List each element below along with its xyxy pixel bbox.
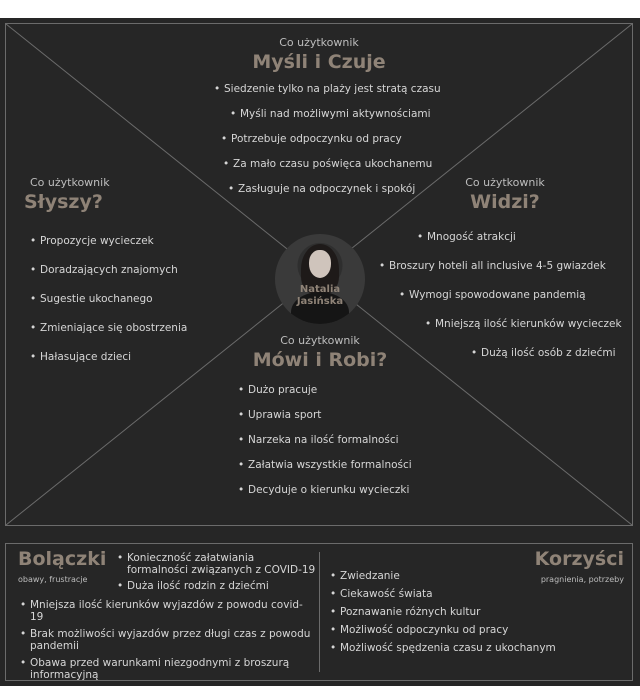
gains-list bbox=[330, 570, 620, 660]
list-item: • Propozycje wycieczek bbox=[30, 235, 187, 247]
list-item: • Uprawia sport bbox=[238, 409, 412, 421]
hears-title: Słyszy? bbox=[24, 191, 103, 213]
list-item: • Dużo pracuje bbox=[238, 384, 412, 396]
says-list bbox=[238, 384, 412, 496]
list-item: • Poznawanie różnych kultur bbox=[330, 606, 620, 618]
list-item: • Hałasujące dzieci bbox=[30, 351, 187, 363]
list-item: • Konieczność załatwiania formalności związanych z COVID-19 bbox=[117, 552, 317, 576]
list-item: • Za mało czasu poświęca ukochanemu bbox=[223, 158, 441, 170]
thinks-feels-header bbox=[206, 36, 432, 73]
list-item: • Decyduje o kierunku wycieczki bbox=[238, 484, 412, 496]
list-item: • Brak możliwości wyjazdów przez długi czas z powodu pandemii bbox=[20, 628, 316, 652]
list-item: • Zasługuje na odpoczynek i spokój bbox=[228, 183, 441, 195]
avatar-face bbox=[309, 250, 331, 278]
thinks-label: Co użytkownik bbox=[279, 36, 359, 49]
pains-gains-box bbox=[5, 543, 633, 681]
thinks-list bbox=[214, 83, 441, 195]
persona-last-name: Jasińska bbox=[296, 296, 344, 307]
list-item: • Duża ilość rodzin z dziećmi bbox=[117, 580, 317, 592]
sees-title: Widzi? bbox=[470, 191, 540, 213]
list-item: • Możliwość spędzenia czasu z ukochanym bbox=[330, 642, 620, 654]
says-label: Co użytkownik bbox=[280, 334, 360, 347]
list-item: • Potrzebuje odpoczynku od pracy bbox=[221, 133, 441, 145]
thinks-title: Myśli i Czuje bbox=[252, 51, 386, 73]
list-item: • Mniejszą ilość kierunków wycieczek bbox=[425, 318, 622, 330]
sees-list bbox=[379, 231, 622, 359]
pains-title: Bolączki bbox=[18, 548, 107, 570]
list-item: • Broszury hoteli all inclusive 4-5 gwiazdek bbox=[379, 260, 622, 272]
list-item: • Dużą ilość osób z dziećmi bbox=[471, 347, 622, 359]
empathy-map bbox=[5, 23, 633, 526]
pains-list-bottom bbox=[20, 599, 316, 687]
list-item: • Sugestie ukochanego bbox=[30, 293, 187, 305]
list-item: • Możliwość odpoczynku od pracy bbox=[330, 624, 620, 636]
list-item: • Załatwia wszystkie formalności bbox=[238, 459, 412, 471]
list-item: • Zmieniające się obostrzenia bbox=[30, 322, 187, 334]
pains-subtitle: obawy, frustracje bbox=[18, 575, 88, 584]
list-item: • Narzeka na ilość formalności bbox=[238, 434, 412, 446]
says-does-header bbox=[250, 334, 390, 371]
pains-list-top bbox=[117, 552, 317, 598]
sees-label: Co użytkownik bbox=[465, 176, 545, 189]
hears-list bbox=[30, 235, 187, 363]
list-item: • Myśli nad możliwymi aktywnościami bbox=[230, 108, 441, 120]
list-item: • Wymogi spowodowane pandemią bbox=[399, 289, 622, 301]
hears-label: Co użytkownik bbox=[30, 176, 110, 189]
list-item: • Ciekawość świata bbox=[330, 588, 620, 600]
list-item: • Siedzenie tylko na plaży jest stratą czasu bbox=[214, 83, 441, 95]
hears-header bbox=[24, 176, 110, 213]
list-item: • Zwiedzanie bbox=[330, 570, 620, 582]
says-title: Mówi i Robi? bbox=[252, 349, 388, 371]
gains-subtitle: pragnienia, potrzeby bbox=[540, 575, 624, 584]
list-item: • Obawa przed warunkami niezgodnymi z broszurą informacyjną bbox=[20, 657, 316, 681]
list-item: • Mnogość atrakcji bbox=[417, 231, 622, 243]
empathy-map-board bbox=[0, 18, 640, 686]
avatar bbox=[275, 234, 365, 324]
persona-name bbox=[275, 284, 365, 308]
divider bbox=[319, 552, 320, 672]
list-item: • Mniejsza ilość kierunków wyjazdów z powodu covid-19 bbox=[20, 599, 316, 623]
list-item: • Doradzających znajomych bbox=[30, 264, 187, 276]
sees-header bbox=[450, 176, 560, 213]
persona-first-name: Natalia bbox=[299, 284, 341, 295]
gains-title: Korzyści bbox=[534, 548, 624, 570]
